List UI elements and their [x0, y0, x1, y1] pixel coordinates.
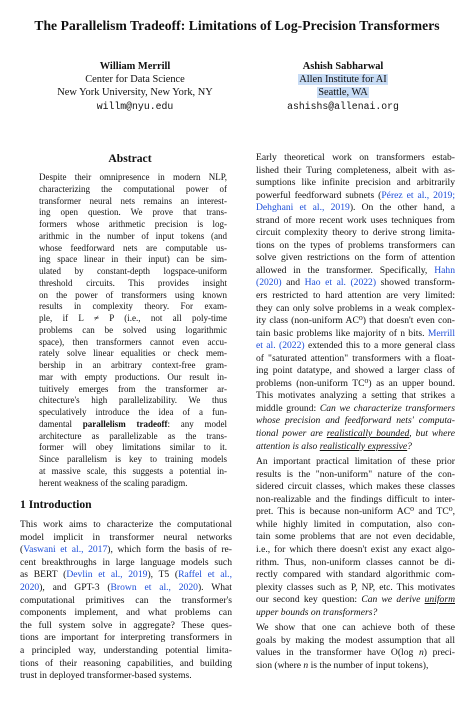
- author-affiliation-highlighted: Seattle, WA: [318, 87, 368, 99]
- text-line: ulated by constant-depth logspace-uniform: [39, 266, 227, 276]
- text-line: tions are important for interpreting transformers in: [20, 632, 232, 644]
- text-line: rectly compared with standard algorithmic com-: [256, 569, 455, 581]
- right-paragraph-2: [245, 456, 455, 619]
- text-line: a principled way, understanding potential limita-: [20, 644, 232, 656]
- author-affiliation-highlighted: Allen Institute for AI: [299, 74, 387, 86]
- text-line: while highly limited in computation, also con-: [256, 518, 455, 530]
- text-line: space), then transformers cannot even accu-: [39, 336, 227, 347]
- text-line: herent weakness of the scaling paradigm.: [39, 477, 188, 488]
- text-line: This motivates analyzing a setting that strikes a: [256, 390, 455, 402]
- author-email: ashishs@allenai.org: [287, 100, 399, 112]
- text-line: results is the "non-uniform" nature of the con-: [256, 468, 455, 480]
- text-line: goals by making the modest assumption that all: [256, 634, 455, 646]
- text-line: Dehghani et al., 2019). On the other hand, a: [256, 202, 455, 214]
- text-line: tain some problems that are not even decidable,: [256, 531, 455, 543]
- text-line: tain basic problems like majority of n bits. Merrill: [256, 327, 455, 339]
- text-line: tional power are realistically bounded, but where: [256, 428, 455, 440]
- text-line: lished their Turing completeness, albeit with as-: [256, 164, 455, 176]
- text-line: 2020), and GPT-3 (Brown et al., 2020). What: [20, 581, 232, 593]
- author-name: William Merrill: [99, 61, 171, 72]
- abstract-body: [39, 172, 227, 489]
- text-line: of "saturated attention" transformers with a float-: [256, 352, 455, 364]
- intro-paragraph: [20, 519, 232, 683]
- text-line: solve given restrictions on the form of attention: [256, 252, 455, 264]
- text-line: chitecture's high parallelizability. We thus: [39, 395, 227, 406]
- text-line: Despite their omnipresence in modern NLP,: [39, 172, 227, 182]
- text-line: An important practical limitation of these prior: [256, 456, 455, 468]
- text-line: sion (where n is the number of input tokens),: [256, 659, 429, 671]
- text-line: rately solve linear equalities or check mem-: [39, 348, 227, 359]
- right-paragraph-3: [245, 622, 455, 672]
- text-line: et al. (2022) extended this to a more general class: [256, 340, 455, 352]
- text-line: non-realizable and the findings difficult to inter-: [256, 493, 455, 505]
- text-line: upper bounds on transformers?: [256, 606, 378, 618]
- text-line: values in the transformer have O(log n) preci-: [256, 647, 455, 659]
- text-line: Since parallelism is key to training models: [39, 454, 227, 464]
- text-line: rithm. Thus, non-uniform classes cannot be di-: [256, 556, 455, 568]
- text-line: threshold circuits. This provides insight: [39, 277, 227, 288]
- text-line: whose precision and feedforward nets' computa-: [256, 415, 455, 427]
- paper-title: The Parallelism Tradeoff: Limitations of Log-Precision Transformers: [34, 18, 440, 33]
- text-line: strand of more recent work uses techniques from: [256, 214, 455, 226]
- text-line: tions on the types of problems transformers can: [256, 239, 455, 251]
- text-line: attention is also realistically expressive?: [256, 440, 412, 452]
- text-line: pret. This is because non-uniform AC⁰ and TC⁰,: [256, 506, 455, 518]
- text-line: (2020) and Hao et al. (2022) showed transform-: [256, 277, 455, 289]
- section-heading: 1 Introduction: [20, 498, 92, 511]
- text-line: ple, if L ≠ P (i.e., not all poly-time: [39, 313, 227, 323]
- text-line: trust in deployed transformer-based systems.: [20, 670, 192, 682]
- text-line: tions of their reasoning capabilities, and building: [20, 657, 232, 669]
- text-line: sumptions like infinite precision and arbitrarily: [256, 177, 455, 189]
- text-line: former will obey limitations similar to it.: [39, 442, 227, 453]
- text-line: problems (non-uniform TC⁰) as an upper bound.: [256, 377, 455, 389]
- text-line: powerful feedforward subnets (Pérez et al., 2019;: [256, 189, 455, 201]
- text-line: architecture as parallelizable as the trans-: [39, 430, 227, 441]
- text-line: circuit complexity theory to derive strong limita-: [256, 227, 455, 239]
- text-line: ity class (non-uniform AC⁰) that doesn't even con-: [256, 315, 455, 327]
- text-line: characterizing the computational power of: [39, 183, 227, 194]
- text-line: as BERT (Devlin et al., 2019), T5 (Raffel et al.,: [20, 569, 232, 581]
- right-column: [245, 152, 455, 672]
- text-line: problems can be solved using logarithmic: [39, 324, 227, 335]
- text-line: formers whose arithmetic precision is log-: [39, 219, 227, 229]
- text-line: speculatively introduce the idea of a fun-: [39, 407, 227, 417]
- text-line: computational primitives can the transformer's: [20, 594, 232, 606]
- text-line: tuitively emerges from the transformer ar-: [39, 383, 227, 394]
- text-line: model implicit in transformer neural networks: [20, 531, 232, 543]
- text-line: (Vaswani et al., 2017), which form the basis of re-: [20, 544, 232, 556]
- text-line: at massive scale, this suggests a potential in-: [39, 465, 227, 476]
- text-line: ing point datatype, and showed a larger class of: [256, 365, 455, 377]
- text-line: This work aims to characterize the computational: [20, 519, 232, 530]
- right-paragraph-1: [245, 152, 455, 453]
- text-line: i.e., for which there doesn't exist any exact algo-: [256, 543, 455, 555]
- text-line: the full system solve in aggregate? These ques-: [20, 619, 232, 631]
- text-line: We show that one can achieve both of these: [256, 622, 455, 634]
- text-line: results in complexity theory. For exam-: [39, 301, 227, 312]
- text-line: whose feedforward nets are computable us-: [39, 242, 227, 253]
- text-line: middle ground: Can we characterize transformers: [256, 402, 455, 414]
- text-line: ing space linear in their input) can be sim-: [39, 254, 227, 265]
- author-affiliation: Center for Data Science: [85, 74, 185, 86]
- text-line: mar with empty productions. Our result in-: [39, 371, 227, 382]
- text-line: damental parallelism tradeoff: any model: [39, 418, 227, 429]
- text-line: they can only solve problems in a weak complex-: [256, 302, 455, 314]
- text-line: sidered circuit classes, which makes these classes: [256, 481, 455, 493]
- text-line: arithmic in the number of input tokens (and: [39, 230, 227, 241]
- text-line: components implement, and what problems can: [20, 607, 232, 619]
- author-email: willm@nyu.edu: [96, 100, 174, 112]
- text-line: our second key question: Can we derive uniform: [256, 594, 455, 606]
- text-line: allowed in the transformer. Specifically, Hahn: [256, 264, 455, 276]
- text-line: ers restricted to hard attention are very limited:: [256, 290, 455, 302]
- text-line: bership in an arbitrary context-free gram-: [39, 360, 227, 370]
- text-line: plexity classes such as P, NP, etc. This motivates: [256, 581, 455, 593]
- text-line: ing open question. We prove that trans-: [39, 207, 227, 218]
- author-block-1: [20, 60, 250, 113]
- text-line: Early theoretical work on transformers estab-: [256, 152, 455, 163]
- author-block-2: [232, 60, 454, 113]
- text-line: transformer neural nets remains an interest-: [39, 195, 227, 206]
- text-line: on the power of transformers using known: [39, 289, 227, 300]
- author-affiliation: New York University, New York, NY: [57, 87, 213, 99]
- abstract-heading: Abstract: [108, 152, 152, 165]
- author-name: Ashish Sabharwal: [302, 61, 384, 72]
- text-line: cent breakthroughs in large language models such: [20, 556, 232, 568]
